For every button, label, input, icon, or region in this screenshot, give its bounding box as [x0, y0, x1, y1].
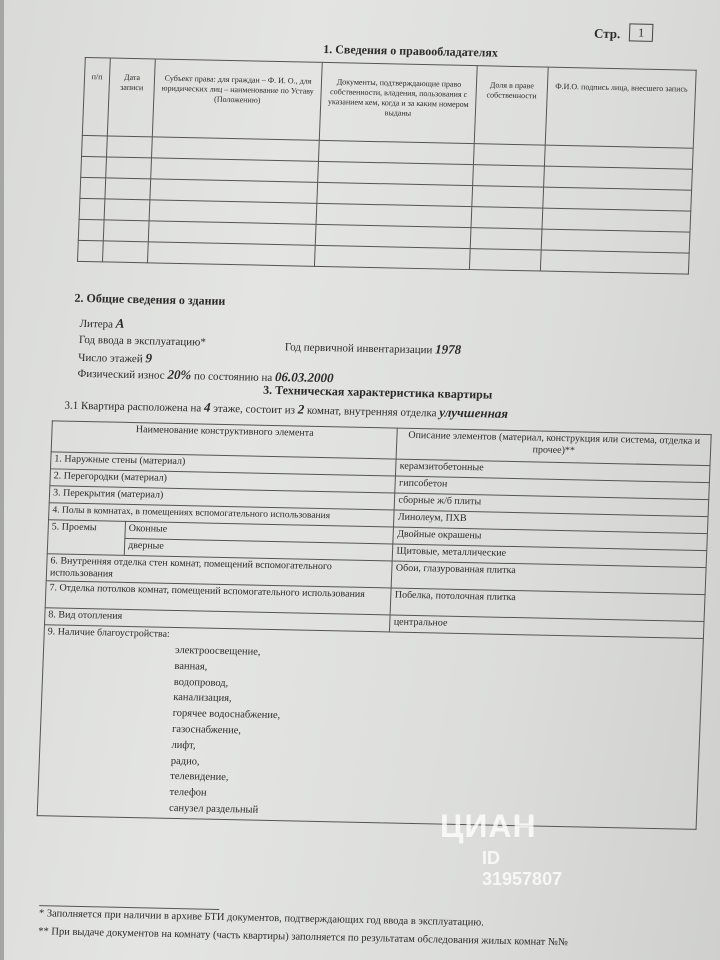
wear-value: 20%: [167, 366, 192, 383]
facilities-label: 9. Наличие благоустройства:: [47, 626, 170, 640]
col-name-header: Наименование конструктивного элемента: [51, 421, 398, 459]
liter-label: Литера: [79, 317, 114, 331]
floors-label: Число этажей: [78, 351, 143, 366]
inventory-label: Год первичной инвентаризации: [284, 341, 433, 357]
owners-table: [77, 57, 697, 275]
list-item: ванная,: [174, 660, 208, 673]
list-item: телевидение,: [170, 771, 229, 784]
owners-header-cell: Ф.И.О. подпись лица, внесшего запись: [545, 67, 696, 148]
owners-header-cell: Доля в праве собственности: [474, 66, 548, 145]
list-item: лифт,: [171, 739, 196, 752]
floors-value: 9: [145, 350, 153, 366]
list-item: санузел раздельный: [168, 802, 259, 816]
list-item: газоснабжение,: [171, 723, 242, 737]
col-desc-header: Описание элементов (материал, конструкция или система, отделка и прочее)**: [397, 428, 712, 466]
owners-header-cell: Документы, подтверждающие право собственности, владения, пользования с указанием кем, когда и за каким номером выданы: [319, 62, 477, 143]
openings-label: 5. Проемы: [47, 520, 125, 556]
page-label: Стр.: [593, 25, 621, 42]
window-desc: Двойные окрашены: [393, 527, 707, 551]
table-row: [37, 625, 703, 829]
element-name: 3. Перекрытия (материал): [49, 486, 395, 510]
facilities-list: [41, 638, 700, 827]
inventory-line: [285, 338, 462, 358]
owners-header-cell: п/п: [82, 57, 110, 135]
element-desc: центральное: [390, 615, 704, 639]
owners-header-cell: Субъект права: для граждан – Ф. И. О., для юридических лиц – наименование по Уставу (Положению): [152, 59, 322, 140]
finish-value: улучшенная: [439, 404, 509, 421]
floor-value: 4: [203, 399, 211, 415]
year-label: Год ввода в эксплуатацию*: [78, 333, 207, 349]
element-name: 2. Перегородки (материал): [50, 469, 396, 493]
element-name: 7. Отделка потолков комнат, помещений вспомогательного использования: [45, 581, 391, 615]
element-desc: Обои, глазурованная плитка: [392, 561, 706, 595]
door-desc: Щитовые, металлические: [393, 544, 707, 568]
owners-header-cell: Дата записи: [107, 58, 155, 137]
watermark-id: ID 31957807: [482, 848, 563, 889]
element-name: 1. Наружные стены (материал): [51, 452, 397, 476]
element-desc: керамзитобетонные: [396, 459, 710, 483]
wear-date-label: по состоянию на: [193, 370, 273, 384]
window-label: Оконные: [125, 521, 394, 544]
element-desc: Линолеум, ПХВ: [394, 510, 708, 534]
element-desc: Побелка, потолочная плитка: [391, 588, 705, 622]
door-label: дверные: [124, 538, 393, 561]
element-desc: сборные ж/б плиты: [395, 493, 709, 517]
rooms-value: 2: [297, 401, 305, 417]
characteristics-table: [37, 420, 712, 829]
liter-value: А: [115, 315, 125, 331]
intro-text: этаже, состоит из: [212, 402, 296, 417]
list-item: телефон: [169, 787, 207, 799]
wear-date: 06.03.2000: [274, 369, 334, 386]
facilities-cell: [37, 625, 703, 829]
list-item: радио,: [170, 755, 200, 768]
liter-line: [79, 315, 124, 332]
watermark-logo: ЦИАН: [440, 808, 537, 844]
footnote-1: * Заполняется при наличии в архиве БТИ документов, подтверждающих год ввода в эксплуатацию.: [38, 908, 485, 929]
floors-line: [78, 349, 152, 367]
watermark: [440, 808, 563, 889]
footnote-2: ** При выдаче документов на комнату (часть квартиры) заполняется по результатам обследования жилых комнат №№: [38, 926, 569, 949]
page-edge: [0, 0, 4, 960]
inventory-value: 1978: [434, 341, 462, 357]
page-number: 1: [629, 23, 654, 41]
list-item: водопровод,: [173, 676, 229, 689]
list-item: канализация,: [173, 692, 232, 705]
section2-title: 2. Общие сведения о здании: [74, 290, 226, 308]
section3-title: 3. Техническая характеристика квартиры: [262, 382, 493, 402]
list-item: электроосвещение,: [174, 644, 261, 658]
intro-text: 3.1 Квартира расположена на: [64, 399, 202, 415]
list-item: горячее водоснабжение,: [172, 708, 281, 722]
document-sheet: [1, 0, 720, 960]
section1-title: 1. Сведения о правообладателях: [323, 41, 499, 60]
element-name: 6. Внутренняя отделка стен комнат, помещений вспомогательного использования: [46, 554, 392, 588]
intro-text: комнат, внутренняя отделка: [306, 404, 437, 420]
element-desc: гипсобетон: [395, 476, 709, 500]
element-name: 8. Вид отопления: [45, 608, 391, 632]
element-name: 4. Полы в комнатах, в помещениях вспомогательного использования: [49, 503, 395, 527]
wear-label: Физический износ: [77, 367, 165, 382]
